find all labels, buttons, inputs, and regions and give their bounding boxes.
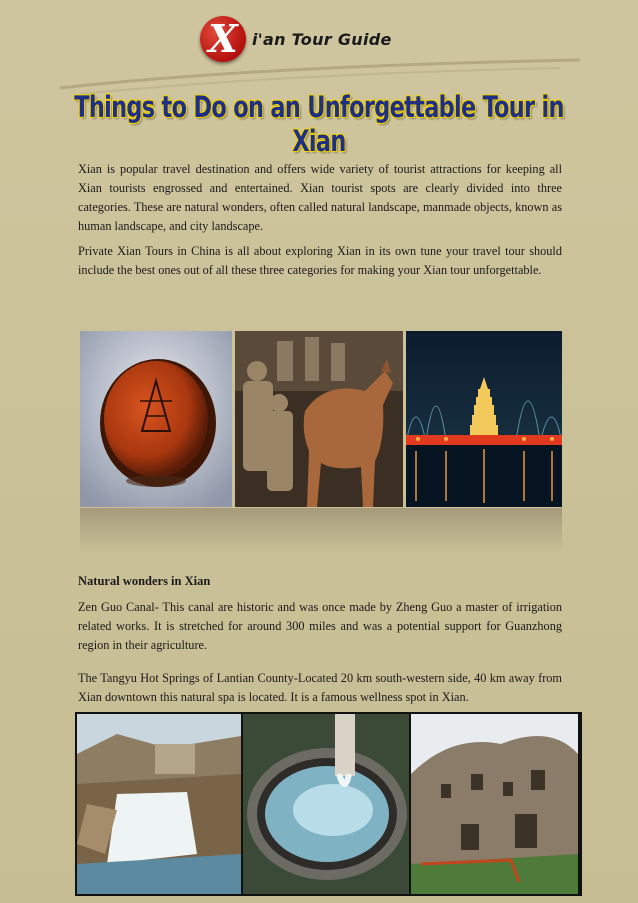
pagoda-fountain-night-photo	[406, 331, 562, 507]
pottery-bowl-photo	[80, 331, 232, 507]
terracotta-warriors-photo	[235, 331, 403, 507]
section-heading-natural-wonders: Natural wonders in Xian	[78, 574, 211, 588]
logo-text: i'an Tour Guide	[252, 29, 392, 49]
intro-paragraph-1: Xian is popular travel destination and offers wide variety of tourist attractions for keeping all Xian tourists engrossed and entertained. Xian tourist spots are clearly divided into three categories. These are natural wonders, often called natural landscape, manmade objects, known as human landscape, and city landscape.	[78, 162, 562, 233]
attractions-photo-collage	[80, 331, 562, 507]
rock-cliff-carvings-photo	[411, 714, 578, 894]
hot-spring-pool-photo	[243, 714, 409, 894]
logo-x-badge: X	[200, 16, 246, 62]
collage-reflection	[80, 508, 562, 554]
canal-waterfall-photo	[77, 714, 241, 894]
natural-wonders-photo-collage	[75, 712, 582, 896]
intro-paragraph-2: Private Xian Tours in China is all about exploring Xian in its own tune your travel tour should include the best ones out of all these three categories for making your Xian tour unforgettable.	[78, 244, 562, 277]
natural-paragraph-2: The Tangyu Hot Springs of Lantian County-Located 20 km south-western side, 40 km away from Xian downtown this natural spa is located. It is a famous wellness spot in Xian.	[78, 671, 562, 704]
page-title: Things to Do on an Unforgettable Tour in Xian	[74, 90, 564, 158]
natural-paragraph-1: Zen Guo Canal- This canal are historic and was once made by Zheng Guo a master of irrigation related works. It is stretched for around 300 miles and was a potential support for Guanzhong region in their agriculture.	[78, 600, 562, 652]
